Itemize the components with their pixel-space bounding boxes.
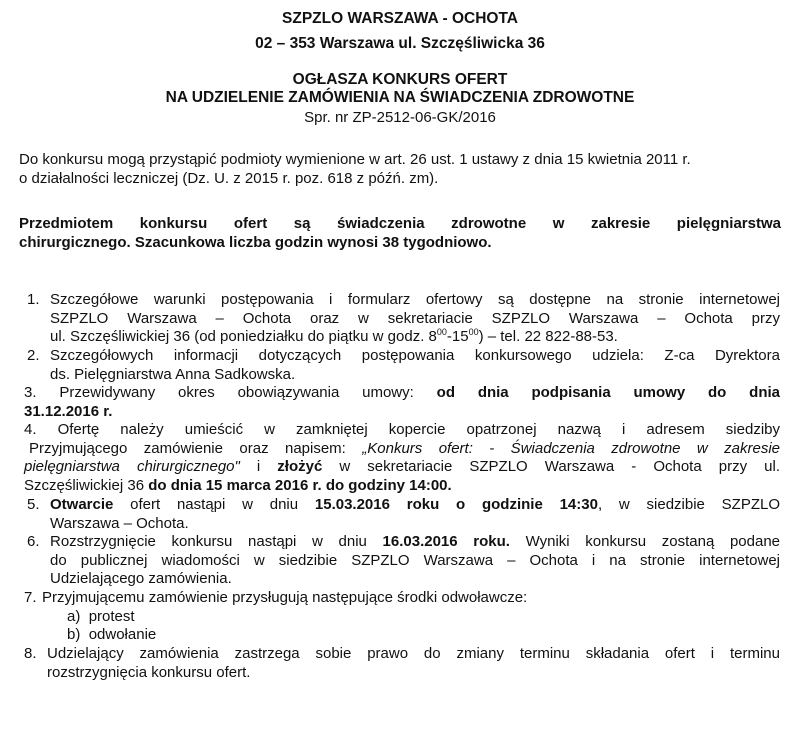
opening-word: Otwarcie xyxy=(50,496,114,513)
contract-end-date: 31.12.2016 r. xyxy=(24,402,113,420)
reference-number: Spr. nr ZP-2512-06-GK/2016 xyxy=(304,109,496,126)
list-item-line: Udzielającego zamówienia. xyxy=(50,570,232,588)
conjunction: i xyxy=(256,458,261,476)
intro-line2: o działalności leczniczej (Dz. U. z 2015 r. poz. 618 z późń. zm). xyxy=(19,170,439,187)
list-item-line: rozstrzygnięcia konkursu ofert. xyxy=(47,663,251,681)
subject-paragraph xyxy=(19,214,781,252)
list-item-6 xyxy=(0,533,800,589)
sub-item-label: a) xyxy=(67,607,81,625)
sub-item-label: b) xyxy=(67,626,81,644)
submission-place: w sekretariacie SZPZLO Warszawa - Ochota przy ul. xyxy=(339,458,780,476)
list-item-line xyxy=(24,477,780,496)
envelope-instructions: Ofertę należy umieścić w zamkniętej kopercie opatrzonej nazwą i adresem siedziby xyxy=(57,421,780,438)
list-item-8 xyxy=(0,645,800,685)
announcement-title-line2: NA UDZIELENIE ZAMÓWIENIA NA ŚWIADCZENIA ZDROWOTNE xyxy=(165,89,635,106)
submit-word: złożyć xyxy=(277,458,323,476)
resolution-text: Rozstrzygnięcie konkursu nastąpi w dniu xyxy=(50,533,367,550)
list-item-number: 1. xyxy=(27,291,40,308)
opening-text: ofert nastąpi w dniu xyxy=(130,496,299,513)
superscript: 00 xyxy=(436,327,447,338)
office-hours-text: ul. Szczęśliwickiej 36 (od poniedziałku do piątku w godz. 8 xyxy=(50,328,437,346)
organization-address: 02 – 353 Warszawa ul. Szczęśliwicka 36 xyxy=(255,35,545,52)
list-item-line xyxy=(50,533,780,552)
sub-item-text: odwołanie xyxy=(88,626,157,644)
list-item-5 xyxy=(0,496,800,533)
list-item-line: Warszawa – Ochota. xyxy=(50,514,189,532)
phone-text: ) – tel. 22 822-88-53. xyxy=(478,328,618,346)
sub-item-text: protest xyxy=(88,607,135,625)
list-item-1 xyxy=(0,291,800,347)
superscript: 00 xyxy=(468,327,479,338)
envelope-label-quote: pielęgniarstwa chirurgicznego" xyxy=(24,458,240,476)
list-item-line: do publicznej wiadomości w siedzibie SZPZLO Warszawa – Ochota i na stronie internetowej xyxy=(50,551,780,569)
list-item-number: 3. xyxy=(24,384,37,401)
list-item-line: ds. Pielęgniarstwa Anna Sadkowska. xyxy=(50,365,296,383)
submission-address: Szczęśliwickiej 36 xyxy=(24,476,145,494)
list-item-line: Udzielający zamówienia zastrzega sobie prawo do zmiany terminu składania ofert i terminu xyxy=(47,645,780,662)
list-item-line: SZPZLO Warszawa – Ochota oraz w sekretariacie SZPZLO Warszawa – Ochota przy xyxy=(50,309,780,327)
resolution-date: 16.03.2016 roku. xyxy=(382,533,510,550)
list-item-number: 4. xyxy=(24,421,37,438)
contract-period-value: od dnia podpisania umowy do dnia xyxy=(436,384,780,401)
organization-name: SZPZLO WARSZAWA - OCHOTA xyxy=(282,10,518,27)
sub-item-a xyxy=(42,608,780,627)
list-item-number: 7. xyxy=(24,589,37,606)
list-item-line xyxy=(24,440,780,459)
list-item-line: Przyjmującemu zamówienie przysługują następujące środki odwoławcze: xyxy=(42,589,528,606)
intro-paragraph xyxy=(19,150,781,188)
subject-line2: chirurgicznego. Szacunkowa liczba godzin wynosi 38 tygodniowo. xyxy=(19,234,492,251)
office-hours-text: -15 xyxy=(446,328,469,346)
envelope-label-text: Przyjmującego zamówienie oraz napisem: xyxy=(29,439,346,457)
list-item-line xyxy=(50,328,780,347)
opening-place: , w siedzibie SZPZLO xyxy=(597,496,781,513)
results-text: Wyniki konkursu zostaną podane xyxy=(525,533,780,550)
contract-period-label: Przewidywany okres obowiązywania umowy: xyxy=(59,384,414,401)
list-item-4 xyxy=(0,421,800,496)
list-item-2 xyxy=(0,347,800,384)
list-item-line xyxy=(24,458,780,477)
intro-line1: Do konkursu mogą przystąpić podmioty wymienione w art. 26 ust. 1 ustawy z dnia 15 kwietnia 2011 r. xyxy=(19,151,691,168)
conditions-list xyxy=(0,291,800,685)
list-item-line: Szczegółowych informacji dotyczących postępowania konkursowego udziela: Z-ca Dyrektora xyxy=(50,347,780,364)
list-item-number: 6. xyxy=(27,533,40,550)
list-item-number: 2. xyxy=(27,347,40,364)
subject-line1: Przedmiotem konkursu ofert są świadczenia zdrowotne w zakresie pielęgniarstwa xyxy=(19,215,781,232)
submission-deadline: do dnia 15 marca 2016 r. do godziny 14:00. xyxy=(148,476,452,494)
list-item-line xyxy=(50,496,780,515)
sub-item-b xyxy=(42,626,780,645)
opening-datetime: 15.03.2016 roku o godzinie 14:30 xyxy=(314,496,598,513)
list-item-line xyxy=(24,384,780,403)
list-item-7 xyxy=(0,589,800,645)
list-item-line xyxy=(24,421,780,440)
list-item-3 xyxy=(0,384,800,421)
announcement-title-line1: OGŁASZA KONKURS OFERT xyxy=(292,71,508,88)
envelope-label-quote: „Konkurs ofert: - Świadczenia zdrowotne w zakresie xyxy=(362,439,781,457)
list-item-number: 8. xyxy=(24,645,37,662)
list-item-line: Szczegółowe warunki postępowania i formularz ofertowy są dostępne na stronie internetowej xyxy=(50,291,780,308)
list-item-number: 5. xyxy=(27,496,40,513)
